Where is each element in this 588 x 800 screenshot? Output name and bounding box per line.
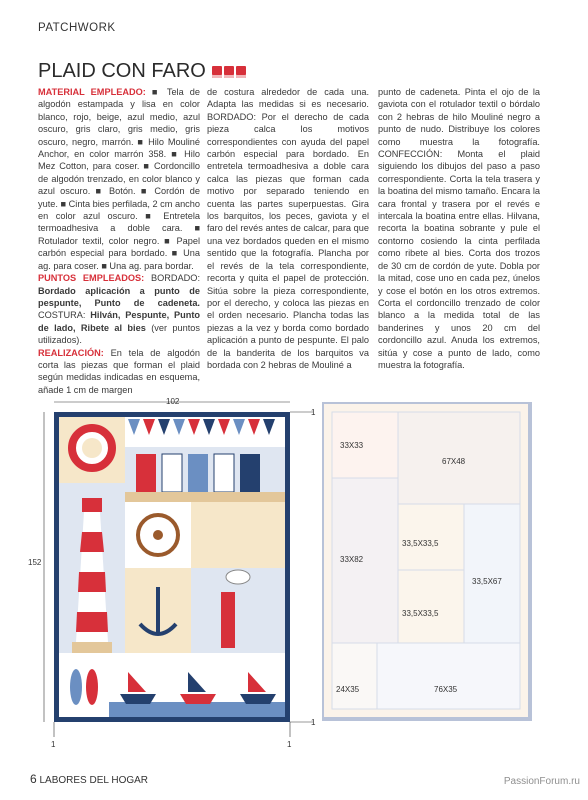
difficulty-badge-1 [212,66,222,78]
watermark: PassionForum.ru [503,776,580,787]
piece-label-5: 33,5X67 [472,577,502,586]
quilt-illustration [28,392,320,752]
border-bottom-dimension: 1 [311,718,316,727]
measurement-schematic [322,402,552,737]
stitches-text-3: (ver puntos utilizados). [38,322,201,346]
title-badges [212,66,246,78]
difficulty-badge-3 [236,66,246,78]
piece-label-6: 33,5X33,5 [402,609,439,618]
border-top-dimension: 1 [311,408,316,417]
section-label: PATCHWORK [38,22,116,34]
stitches-label: PUNTOS EMPLEADOS: [38,273,145,284]
text-column-3: punto de cadeneta. Pinta el ojo de la gaviota con el rotulador textil o bórdalo con 2 hebras de hilo Mouliné negro a punto de nudo. Distribuye los colores como muestra la fotografía. CONFECCIÓN: Monta el plaid siguiendo los dibujos del paso a paso correspondiente. Corta la tela trasera y la boatina del mismo tamaño. Encara la cara frontal y trasera por el revés e intercala la boatina entre ellas. Hilvana, recorta la boatina sobrante y pule el contorno cosiendo la cinta perfilada como ribete al bies. Corta dos trozos de 30 cm de cordón de yute. Dobla por la mitad, cose uno en cada pez, únelos y cose el botón en los otros extremos. Corta el cordoncillo trenzado de color blanco a la medida total de las banderines y unos 20 cm del cordoncillo azul. Anuda los extremos, sitúa y cose a punto de lado, como muestra la fotografía. [378,87,540,370]
stitches-embroidery: Bordado aplicación a punto de pespunte, Punto de cadeneta. [38,285,200,308]
piece-label-1: 33X33 [340,441,364,450]
stitches-text-2: COSTURA: [38,310,91,321]
piece-label-3: 33X82 [340,555,364,564]
stitches-sewing: Hilván, Pespunte, Punto de lado, Ribete al bies [38,310,200,333]
piece-label-2: 67X48 [442,457,466,466]
border-right-dimension: 1 [287,740,292,749]
page-title-text: PLAID CON FARO [38,60,206,82]
materials-text: ■ Tela de algodón estampada y lisa en color blanco, rojo, beige, azul medio, azul oscuro, gris claro, gris medio, gris oscuro, negro, marrón. ■ Hilo Mouliné Anchor, en color marrón 358. ■ Hilo Mez Cotton, para coser. ■ Cordoncillo de algodón trenzado, en color blanco y azul oscuro. ■ Botón. ■ Cordón de yute. ■ Cinta bies perfilada, 2 cm ancho en color azul oscuro. ■ Entretela termoadhesiva a doble cara. ■ Rotulador textil, color negro. ■ Papel carbón especial para bordado. ■ Una ag. para coser. ■ Una ag. para bordar. [38,87,200,271]
stitches-text-1: BORDADO: [144,273,200,284]
piece-label-4: 33,5X33,5 [402,539,439,548]
piece-label-7: 24X35 [336,685,360,694]
magazine-name: LABORES DEL HOGAR [39,775,149,786]
height-dimension: 152 [28,558,42,567]
page-title [38,60,246,83]
difficulty-badge-2 [224,66,234,78]
text-column-1 [38,86,200,396]
page-number: 6 [30,772,37,786]
text-column-2: de costura alrededor de cada una. Adapta las medidas si es necesario. BORDADO: Por el derecho de cada pieza calca los motivos correspondientes con ayuda del papel carbón especial para bordado. En entretela termoadhesiva a doble cara calca las piezas que forman cada motivo por separado teniendo en cuenta las partes superpuestas. Gira los barquitos, los peces, gaviota y el faro del revés antes de calcar, para que una vez bordados queden en el mismo sentido que la fotografía. Plancha por el revés de la tela correspondiente, recorta y quita el papel de protección. Sitúa sobre la pieza correspondiente, por el derecho, y coloca las piezas en el orden necesario. Plancha todas las piezas a la vez y borda como bordado aplicación a punto de pespunte. El palo de la banderita de los barquitos va bordada con 2 hebras de Mouliné a [207,87,369,370]
page-footer [30,772,148,786]
materials-label: MATERIAL EMPLEADO: [38,87,146,97]
border-left-dimension: 1 [51,740,56,749]
piece-label-8: 76X35 [434,685,458,694]
realization-text: En tela de algodón corta las piezas que forman el plaid según medidas indicadas en esquema, añade 1 cm de margen [38,347,200,395]
width-dimension: 102 [166,397,180,406]
realization-label: REALIZACIÓN: [38,347,104,358]
